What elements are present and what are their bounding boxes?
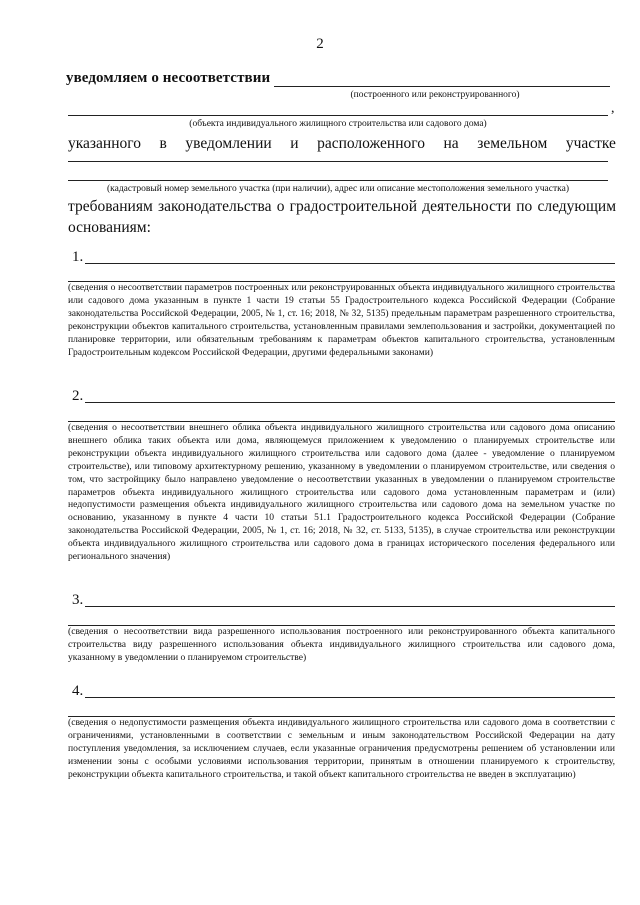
item-2-caption: (сведения о несоответствии внешнего облика объекта индивидуального жилищного строительства или садового дома описанию внешнего облика таких объекта или дома, являющемуся приложением к уведомлению о планируемых строительстве или реконструкции объекта индивидуального жилищного строительства или садового дома (далее - уведомление о планируемом строительстве), или типовому архитектурному решению, указанному в уведомлении о планируемом строительстве, или сведения о том, что застройщику было направлено уведомление о несоответствии указанных в уведомлении о планируемом строительстве параметров объекта индивидуального жилищного строительства или садового дома установленным параметрам и (или) недопустимости размещения объекта индивидуального жилищного строительства или садового дома на земельном участке по основанию, указанному в пункте 4 части 10 статьи 51.1 Градостроительного кодекса Российской Федерации (Собрание законодательства Российской Федерации, 2005, № 1, ст. 16; 2018, № 32, ст. 5133, 5135), в случае строительства или реконструкции объекта индивидуального жилищного строительства или садового дома в границах исторического поселения федерального или регионального значения)	[68, 422, 615, 563]
cadastral-input-line-1[interactable]	[68, 161, 608, 162]
page-number: 2	[316, 36, 324, 52]
item-1-input-line-1[interactable]	[85, 263, 615, 264]
word: уведомлении	[185, 135, 272, 152]
item-number-1: 1.	[72, 249, 84, 265]
constructed-input-line[interactable]	[274, 86, 610, 87]
cadastral-input-line-2[interactable]	[68, 180, 608, 181]
caption-constructed: (построенного или реконструированного)	[350, 90, 520, 100]
comma: ,	[611, 101, 615, 116]
located-words-row	[68, 133, 616, 154]
object-input-line[interactable]	[68, 115, 608, 116]
item-number-2: 2.	[72, 388, 84, 404]
word: на	[443, 135, 459, 152]
word: и	[290, 135, 299, 152]
word: в	[159, 135, 167, 152]
requirements-text: требованиям законодательства о градостроительной деятельности по следующим основаниям:	[68, 198, 616, 236]
item-2-input-line-1[interactable]	[85, 402, 615, 403]
item-1-caption: (сведения о несоответствии параметров построенных или реконструированных объекта индивидуального жилищного строительства или садового дома указанным в пункте 1 части 19 статьи 55 Градостроительного кодекса Российской Федерации (Собрание законодательства Российской Федерации, 2005, № 1, ст. 16; 2018, № 32, 5135) предельным параметрам разрешенного строительства, реконструкции объектов капитального строительства, установленным правилами землепользования и застройки, документацией по планировке территории, или обязательным требованиям к параметрам объектов капитального строительства, установленным Градостроительным кодексом Российской Федерации, другими федеральными законами)	[68, 282, 615, 358]
caption-object: (объекта индивидуального жилищного строительства или садового дома)	[189, 119, 487, 129]
item-3-caption: (сведения о несоответствии вида разрешенного использования построенного или реконструированного объекта капитального строительства виду разрешенного использования объекта индивидуального жилищного строительства или садового дома, указанному в уведомлении о планируемом строительстве)	[68, 626, 615, 663]
word: указанного	[68, 135, 141, 152]
notice-heading: уведомляем о несоответствии	[66, 70, 271, 86]
item-4-input-line-1[interactable]	[85, 697, 615, 698]
item-number-3: 3.	[72, 592, 84, 608]
word: расположенного	[317, 135, 425, 152]
item-number-4: 4.	[72, 683, 84, 699]
caption-cadastral: (кадастровый номер земельного участка (при наличии), адрес или описание местоположения земельного участка)	[106, 184, 569, 194]
word: земельном	[477, 135, 548, 152]
item-4-caption: (сведения о недопустимости размещения объекта индивидуального жилищного строительства или садового дома в соответствии с ограничениями, установленными в соответствии с земельным и иным законодательством Российской Федерации на дату поступления уведомления, за исключением случаев, если указанные ограничения предусмотрены решением об установлении или изменении зоны с особыми условиями использования территории, принятым в отношении планируемого к строительству, реконструкции объекта капитального строительства, и такой объект капитального строительства не введен в эксплуатацию)	[68, 717, 615, 780]
word: участке	[565, 135, 616, 152]
item-3-input-line-1[interactable]	[85, 606, 615, 607]
